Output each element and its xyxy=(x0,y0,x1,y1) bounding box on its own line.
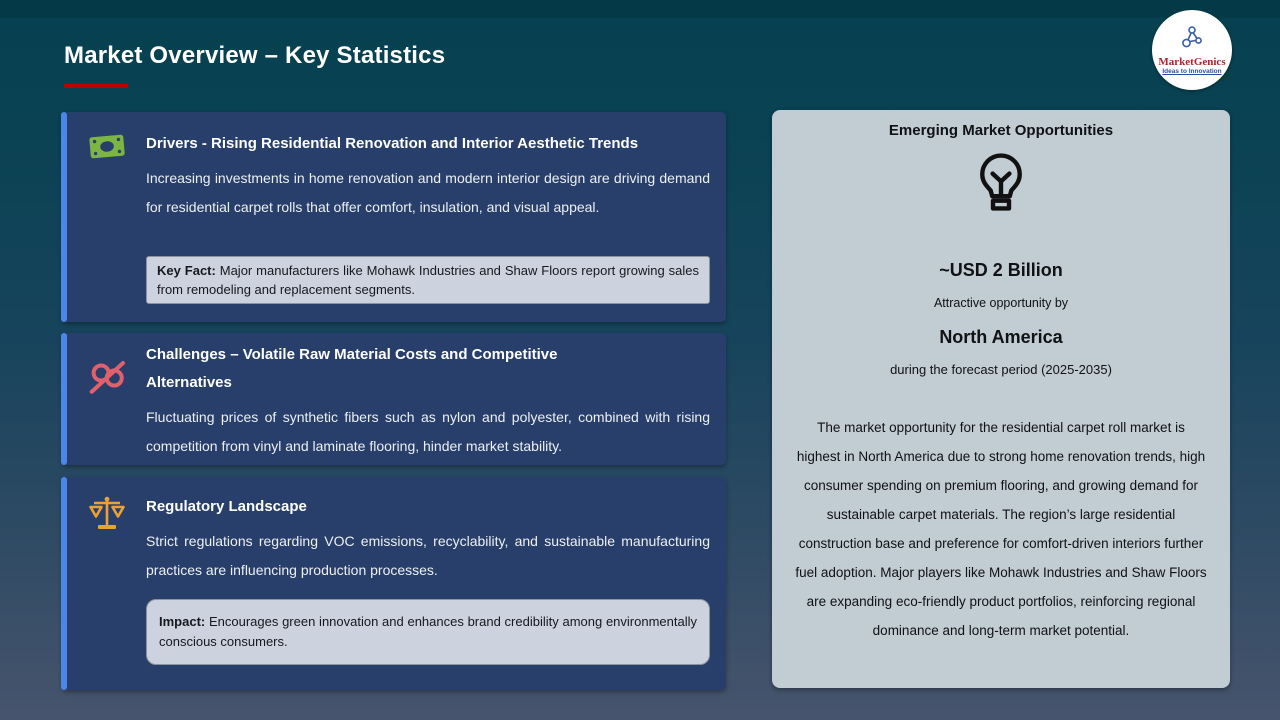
card-accent-bar xyxy=(61,333,67,465)
opportunity-value: ~USD 2 Billion xyxy=(939,260,1063,280)
callout-text: Encourages green innovation and enhances brand credibility among environmentally conscious consumers. xyxy=(159,613,697,649)
card-heading: Challenges – Volatile Raw Material Costs and Competitive Alternatives xyxy=(146,346,558,391)
regulatory-card xyxy=(62,477,726,690)
opportunity-description: The market opportunity for the residential carpet roll market is highest in North America due to strong home renovation trends, high consumer spending on premium flooring, and growing demand for sustainable carpet materials. The region’s large residential construction base and preference for comfort-driven interiors further fuel adoption. Major players like Mohawk Industries and Shaw Floors are expanding eco-friendly product portfolios, reinforcing regional dominance and long-term market potential. xyxy=(795,420,1207,638)
callout-label: Impact: xyxy=(159,613,206,629)
opportunity-panel xyxy=(772,110,1230,688)
callout-text: Major manufacturers like Mohawk Industries and Shaw Floors report growing sales from remodeling and replacement segments. xyxy=(157,262,699,297)
card-body: Increasing investments in home renovation and modern interior design are driving demand for residential carpet rolls that offer comfort, insulation, and visual appeal. xyxy=(146,169,710,215)
callout-label: Key Fact: xyxy=(157,262,216,278)
banknote-icon xyxy=(88,130,130,304)
page-title: Market Overview – Key Statistics xyxy=(64,42,446,69)
lightbulb-icon xyxy=(772,151,1230,218)
opportunity-subtitle: Attractive opportunity by xyxy=(933,296,1069,310)
title-underline xyxy=(64,84,128,88)
scales-icon xyxy=(88,493,130,665)
logo-name: MarketGenics xyxy=(1158,55,1226,68)
molecule-icon xyxy=(1178,25,1206,56)
logo-tagline: Ideas to Innovation xyxy=(1162,67,1222,75)
card-body: Strict regulations regarding VOC emissions, recyclability, and sustainable manufacturing practices are influencing production processes. xyxy=(146,532,710,578)
card-accent-bar xyxy=(61,112,67,322)
broken-link-icon xyxy=(88,341,130,461)
opportunity-period: during the forecast period (2025-2035) xyxy=(890,362,1112,377)
opportunity-region: North America xyxy=(939,327,1063,347)
card-heading: Regulatory Landscape xyxy=(146,498,307,515)
card-body: Fluctuating prices of synthetic fibers such as nylon and polyester, combined with rising competition from vinyl and laminate flooring, hinder market stability. xyxy=(146,408,710,454)
marketgenics-logo xyxy=(1152,10,1232,90)
impact-box xyxy=(146,599,710,665)
drivers-card xyxy=(62,112,726,322)
key-fact-box xyxy=(146,256,710,304)
card-heading: Drivers - Rising Residential Renovation and Interior Aesthetic Trends xyxy=(146,135,639,152)
card-accent-bar xyxy=(61,477,67,690)
panel-title: Emerging Market Opportunities xyxy=(888,122,1114,139)
top-strip xyxy=(0,0,1280,18)
challenges-card xyxy=(62,333,726,465)
